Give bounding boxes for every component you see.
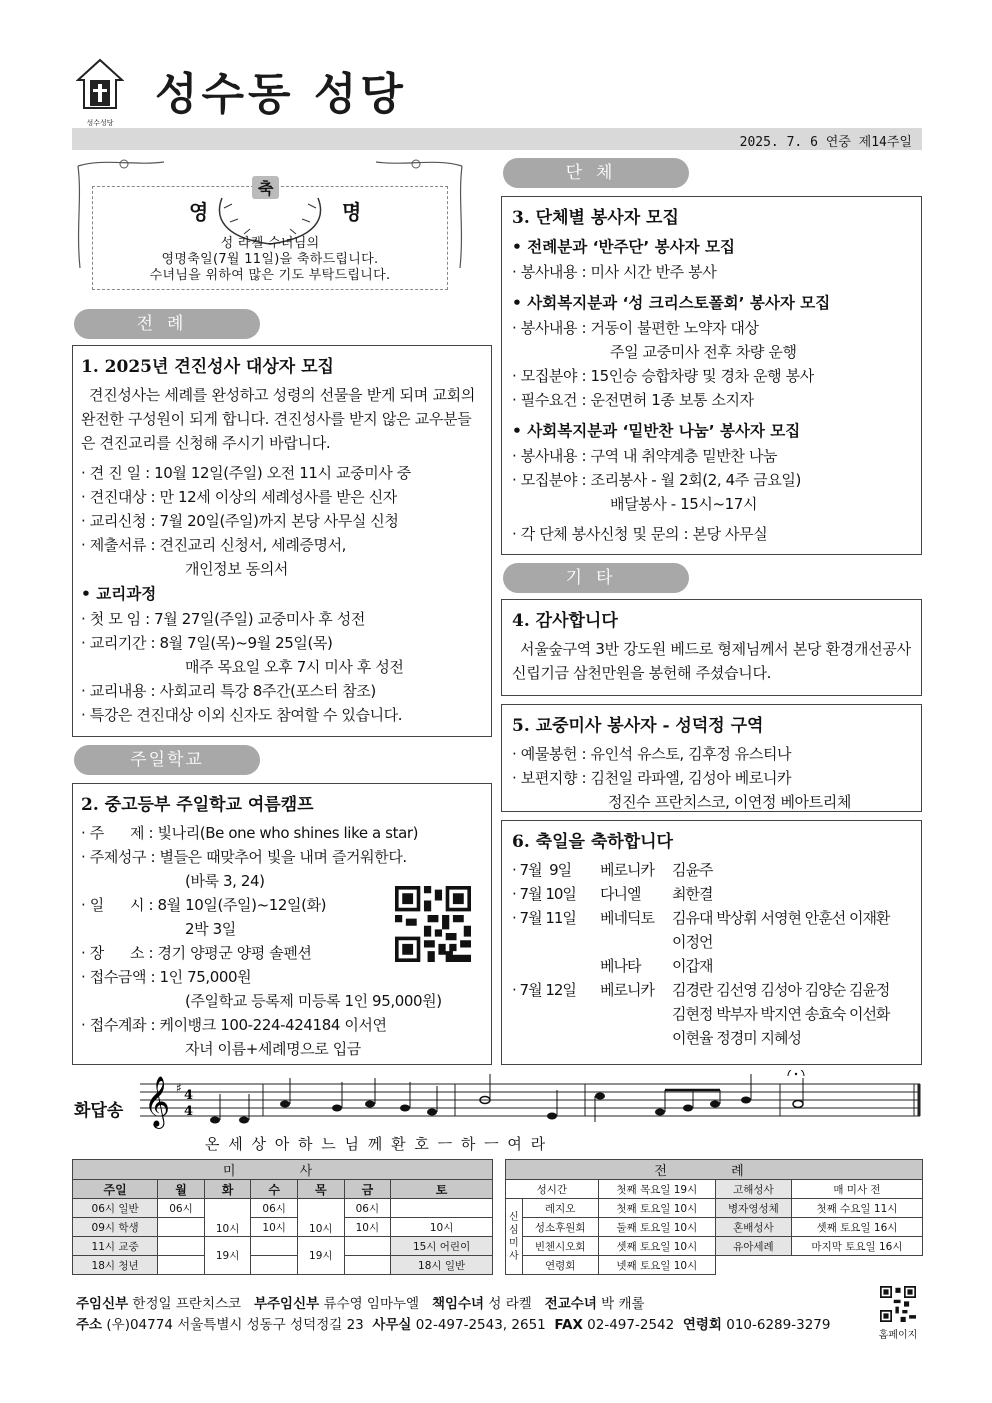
svg-text:♯: ♯ bbox=[176, 1081, 182, 1095]
camp-row: · 일 시 : 8월 10일(주일)~12일(화) bbox=[81, 896, 327, 914]
rite-cell: 혼배성사 bbox=[715, 1218, 791, 1237]
mass-cell: 10시 bbox=[251, 1218, 298, 1237]
confirmation-row: · 교리신청 : 7월 20일(주일)까지 본당 사무실 신청 bbox=[81, 512, 399, 530]
volunteer-cont: 배달봉사 - 15시~17시 bbox=[610, 495, 758, 513]
feast-row bbox=[512, 858, 911, 882]
thanks-box bbox=[501, 599, 922, 696]
rite-cell: 빈첸시오회 bbox=[522, 1237, 598, 1256]
rite-cell: 병자영성체 bbox=[715, 1199, 791, 1218]
mass-cell: 18시 일반 bbox=[391, 1256, 493, 1275]
volunteer-row: · 필수요건 : 운전면허 1종 보통 소지자 bbox=[512, 391, 754, 409]
mass-header: 주일 bbox=[73, 1180, 158, 1199]
feast-row bbox=[512, 978, 911, 1002]
feast-names: 김현정 박부자 박지연 송효숙 이선화 bbox=[672, 1005, 890, 1023]
rite-cell: 성소후원회 bbox=[522, 1218, 598, 1237]
course-content-row: · 교리내용 : 사회교리 특강 8주간(포스터 참조) bbox=[81, 682, 376, 700]
mass-cell: 06시 bbox=[158, 1199, 205, 1218]
feast-date bbox=[512, 1002, 600, 1026]
date-bar: 2025. 7. 6 연중 제14주일 bbox=[72, 128, 922, 150]
server-cont: 정진수 프란치스코, 이연정 베아트리체 bbox=[608, 793, 851, 811]
mass-cell bbox=[251, 1237, 298, 1256]
camp-row: · 장 소 : 경기 양평군 양평 솔펜션 bbox=[81, 944, 312, 962]
celebration-line-1: 성 라켈 수녀님의 bbox=[220, 236, 320, 251]
svg-text:4: 4 bbox=[184, 1088, 194, 1103]
thanks-body: 서울숲구역 3반 강도원 베드로 형제님께서 본당 환경개선공사 신립기금 삼천만원을 봉헌해 주셨습니다. bbox=[512, 640, 911, 682]
mass-header: 토 bbox=[391, 1180, 493, 1199]
mass-header: 목 bbox=[297, 1180, 344, 1199]
feast-saint: 베로니카 bbox=[600, 861, 654, 879]
logo-caption: 성수성당 bbox=[86, 119, 114, 127]
feast-names: 이정언 bbox=[672, 933, 713, 951]
camp-account-cont: 자녀 이름+세례명으로 입금 bbox=[185, 1040, 361, 1058]
mass-cell: 10시 bbox=[391, 1218, 493, 1237]
mass-cell: 19시 bbox=[297, 1237, 344, 1275]
mass-sunday: 11시 교중 bbox=[73, 1237, 158, 1256]
church-logo bbox=[76, 58, 124, 127]
camp-verse-ref: (바룩 3, 24) bbox=[185, 872, 265, 890]
feast-date bbox=[512, 1026, 600, 1050]
mass-cell: 15시 어린이 bbox=[391, 1237, 493, 1256]
mass-cell bbox=[344, 1237, 391, 1256]
camp-fee-cont: (주일학교 등록제 미등록 1인 95,000원) bbox=[185, 992, 442, 1010]
feast-saint: 베로니카 bbox=[600, 981, 654, 999]
celebration-word-1: 영 bbox=[189, 200, 209, 224]
mass-schedule-table bbox=[72, 1159, 493, 1275]
feast-names: 이현율 정경미 지혜성 bbox=[672, 1029, 801, 1047]
section-pill-etc: 기타 bbox=[503, 563, 689, 593]
rite-cell: 둘째 토요일 10시 bbox=[598, 1218, 715, 1237]
footer: 주임신부 한정일 프란치스코 부주임신부 류수영 임마누엘 책임수녀 성 라켈 전교수녀 박 캐롤 주소 (우)04774 서울특별시 성동구 성덕정길 23 사무실 02-497-2543, 2651 FAX 02-497-2542 연령회 010-6289-3279 bbox=[76, 1296, 831, 1333]
mass-servers-box bbox=[501, 704, 922, 812]
rite-cell: 매 미사 전 bbox=[791, 1180, 922, 1199]
rite-cell: 첫째 목요일 19시 bbox=[598, 1180, 715, 1199]
feast-row bbox=[512, 906, 911, 930]
feast-title: 6. 축일을 축하합니다 bbox=[512, 832, 673, 852]
feast-row bbox=[512, 1026, 911, 1050]
mass-sunday: 09시 학생 bbox=[73, 1218, 158, 1237]
rite-cell: 첫째 토요일 10시 bbox=[598, 1199, 715, 1218]
mass-cell bbox=[158, 1218, 205, 1237]
qr-code-icon[interactable] bbox=[395, 886, 471, 962]
mass-cell: 19시 bbox=[204, 1237, 251, 1275]
volunteer-row: · 모집분야 : 15인승 승합차량 및 경차 운행 봉사 bbox=[512, 367, 814, 385]
mass-cell bbox=[158, 1237, 205, 1256]
rite-table-title: 전 례 bbox=[506, 1160, 923, 1180]
feast-names: 이갑재 bbox=[672, 957, 713, 975]
camp-row: · 주제성구 : 별들은 때맞추어 빛을 내며 즐거워한다. bbox=[81, 848, 407, 866]
rite-cell: 성시간 bbox=[506, 1180, 599, 1199]
group-heading: • 사회복지분과 ‘성 크리스토폴회’ 봉사자 모집 bbox=[512, 294, 831, 312]
feast-saint bbox=[600, 930, 672, 954]
confirmation-row: · 견 진 일 : 10월 12일(주일) 오전 11시 교중미사 중 bbox=[81, 464, 411, 482]
feast-names: 최한결 bbox=[672, 885, 713, 903]
mass-sunday: 18시 청년 bbox=[73, 1256, 158, 1275]
page-title: 성수동 성당 bbox=[155, 69, 407, 120]
confirmation-row: · 제출서류 : 견진교리 신청서, 세례증명서, bbox=[81, 536, 347, 554]
server-row: · 보편지향 : 김천일 라파엘, 김성아 베로니카 bbox=[512, 769, 792, 787]
rite-cell-empty bbox=[715, 1256, 922, 1275]
mass-cell bbox=[251, 1256, 298, 1275]
mass-table-title: 미 사 bbox=[73, 1160, 493, 1180]
mass-cell bbox=[391, 1199, 493, 1218]
volunteer-row: · 봉사내용 : 거동이 불편한 노약자 대상 bbox=[512, 319, 759, 337]
camp-box bbox=[72, 783, 492, 1065]
feast-names: 김경란 김선영 김성아 김양순 김윤정 bbox=[672, 981, 890, 999]
rite-side-label: 신심미사 bbox=[506, 1199, 523, 1275]
volunteer-cont: 주일 교중미사 전후 차량 운행 bbox=[610, 343, 797, 361]
volunteer-row: · 봉사내용 : 미사 시간 반주 봉사 bbox=[512, 263, 717, 281]
homepage-label: 홈페이지 bbox=[878, 1330, 918, 1341]
mass-header: 월 bbox=[158, 1180, 205, 1199]
homepage-qr[interactable] bbox=[878, 1286, 918, 1341]
volunteer-row: · 모집분야 : 조리봉사 - 월 2회(2, 4주 금요일) bbox=[512, 471, 801, 489]
volunteer-row: · 봉사내용 : 구역 내 취약계층 밑반찬 나눔 bbox=[512, 447, 778, 465]
volunteers-box bbox=[501, 196, 922, 555]
course-row: · 교리기간 : 8월 7일(목)~9월 25일(목) bbox=[81, 634, 333, 652]
mass-cell bbox=[344, 1256, 391, 1275]
rite-table bbox=[505, 1159, 923, 1275]
rite-cell: 셋째 토요일 10시 bbox=[598, 1237, 715, 1256]
music-staff bbox=[140, 1070, 930, 1130]
section-pill-liturgy: 전례 bbox=[74, 309, 260, 339]
rite-cell: 넷째 토요일 10시 bbox=[598, 1256, 715, 1275]
section-pill-sunday-school: 주일학교 bbox=[74, 745, 260, 775]
mass-cell: 06시 bbox=[344, 1199, 391, 1218]
mass-header: 금 bbox=[344, 1180, 391, 1199]
volunteer-contact: · 각 단체 봉사신청 및 문의 : 본당 사무실 bbox=[512, 525, 768, 543]
mass-header: 수 bbox=[251, 1180, 298, 1199]
rite-cell: 셋째 토요일 16시 bbox=[791, 1218, 922, 1237]
mass-servers-title: 5. 교중미사 봉사자 - 성덕정 구역 bbox=[512, 716, 764, 736]
feast-date: · 7월 12일 bbox=[512, 981, 576, 999]
celebration-frame bbox=[74, 158, 466, 298]
section-pill-groups: 단체 bbox=[503, 158, 689, 188]
server-row: · 예물봉헌 : 유인석 유스토, 김후정 유스티나 bbox=[512, 745, 792, 763]
course-row: · 첫 모 임 : 7월 27일(주일) 교중미사 후 성전 bbox=[81, 610, 365, 628]
celebration-line-3: 수녀님을 위하여 많은 기도 부탁드립니다. bbox=[149, 268, 391, 283]
rite-cell: 고해성사 bbox=[715, 1180, 791, 1199]
course-heading: • 교리과정 bbox=[81, 585, 157, 603]
feast-box bbox=[501, 820, 922, 1065]
mass-cell: 10시 bbox=[297, 1199, 344, 1237]
camp-title: 2. 중고등부 주일학교 여름캠프 bbox=[81, 795, 314, 815]
feast-date: · 7월 10일 bbox=[512, 885, 576, 903]
feast-date: · 7월 9일 bbox=[512, 861, 572, 879]
hymn-label: 화답송 bbox=[74, 1101, 124, 1121]
feast-names: 김윤주 bbox=[672, 861, 713, 879]
feast-saint bbox=[600, 1002, 672, 1026]
rite-cell: 레지오 bbox=[522, 1199, 598, 1218]
camp-row: · 주 제 : 빛나리(Be one who shines like a star) bbox=[81, 824, 419, 842]
course-note: · 특강은 견진대상 이외 신자도 참여할 수 있습니다. bbox=[81, 706, 403, 724]
docs-continued: 개인정보 동의서 bbox=[185, 560, 288, 578]
feast-saint: 베네딕토 bbox=[600, 909, 654, 927]
confirmation-intro: 견진성사는 세례를 완성하고 성령의 선물을 받게 되며 교회의 완전한 구성원이 되게 합니다. 견진성사를 받지 않은 교우분들은 견진교리를 신청해 주시기 바랍니다. bbox=[81, 386, 476, 452]
feast-row bbox=[512, 1002, 911, 1026]
confirmation-title: 1. 2025년 견진성사 대상자 모집 bbox=[81, 357, 334, 377]
mass-cell bbox=[158, 1256, 205, 1275]
mass-header: 화 bbox=[204, 1180, 251, 1199]
feast-saint bbox=[600, 1026, 672, 1050]
svg-text:4: 4 bbox=[184, 1104, 194, 1119]
mass-cell: 06시 bbox=[251, 1199, 298, 1218]
celebration-line-2: 영명축일(7월 11일)을 축하드립니다. bbox=[161, 252, 379, 267]
feast-date bbox=[512, 954, 600, 978]
celebration-word-3: 명 bbox=[342, 200, 362, 224]
feast-row bbox=[512, 930, 911, 954]
feast-row bbox=[512, 954, 911, 978]
rite-cell: 유아세례 bbox=[715, 1237, 791, 1256]
group-heading: • 전례분과 ‘반주단’ 봉사자 모집 bbox=[512, 238, 735, 256]
rite-cell: 첫째 수요일 11시 bbox=[791, 1199, 922, 1218]
camp-row: · 접수금액 : 1인 75,000원 bbox=[81, 968, 252, 986]
mass-cell: 10시 bbox=[344, 1218, 391, 1237]
thanks-title: 4. 감사합니다 bbox=[512, 611, 618, 631]
qr-code-icon[interactable] bbox=[880, 1286, 916, 1322]
feast-names: 김유대 박상휘 서영현 안훈선 이재환 bbox=[672, 909, 890, 927]
volunteers-title: 3. 단체별 봉사자 모집 bbox=[512, 208, 679, 228]
camp-date-cont: 2박 3일 bbox=[185, 920, 236, 938]
mass-sunday: 06시 일반 bbox=[73, 1199, 158, 1218]
feast-saint: 다니엘 bbox=[600, 885, 641, 903]
confirmation-box bbox=[72, 345, 492, 737]
feast-row bbox=[512, 882, 911, 906]
hymn-lyrics: 온 세 상 아 하 느 님 께 환 호 ㅡ 하 ㅡ 여 라 bbox=[205, 1135, 548, 1153]
confirmation-row: · 견진대상 : 만 12세 이상의 세례성사를 받은 신자 bbox=[81, 488, 397, 506]
mass-cell: 10시 bbox=[204, 1199, 251, 1237]
feast-date: · 7월 11일 bbox=[512, 909, 576, 927]
feast-date bbox=[512, 930, 600, 954]
treble-clef-icon: 𝄞 bbox=[144, 1076, 171, 1127]
feast-saint: 베나타 bbox=[600, 957, 641, 975]
rite-cell: 마지막 토요일 16시 bbox=[791, 1237, 922, 1256]
period-continued: 매주 목요일 오후 7시 미사 후 성전 bbox=[185, 658, 404, 676]
group-heading: • 사회복지분과 ‘밑반찬 나눔’ 봉사자 모집 bbox=[512, 422, 801, 440]
celebration-word-2: 축 bbox=[252, 176, 279, 199]
rite-cell: 연령회 bbox=[522, 1256, 598, 1275]
camp-row: · 접수계좌 : 케이뱅크 100-224-424184 이서연 bbox=[81, 1016, 387, 1034]
